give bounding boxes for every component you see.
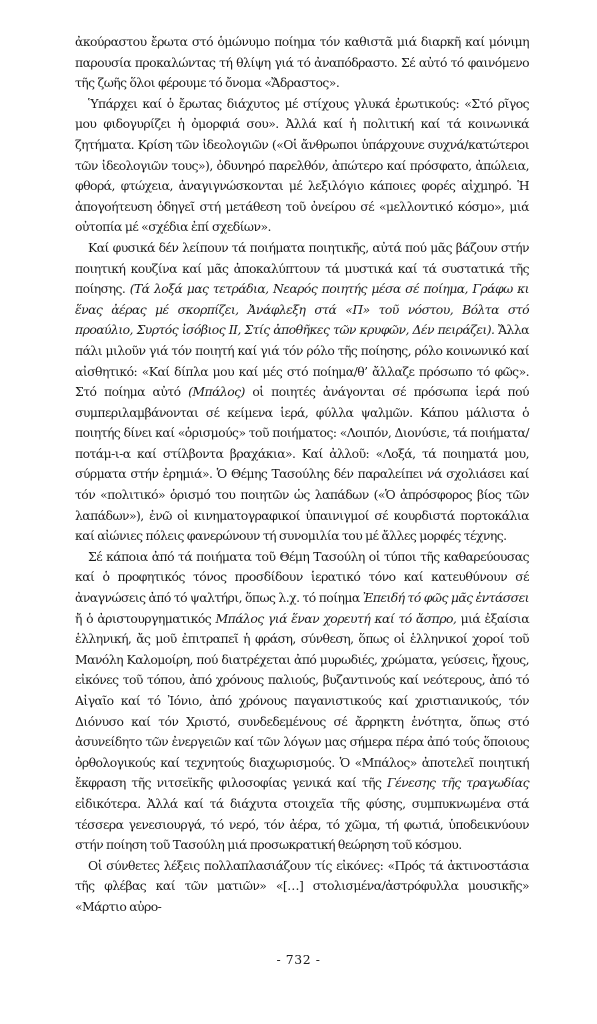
text-run: εἰδικότερα. Ἀλλά καί τά διάχυτα στοιχεῖα τῆς φύσης, συμπυκνωμένα στά τέσσερα γενεσιουργά, τό νερό, τόν ἀέρα, τό χῶμα, τή φωτιά, ὑποδεικνύουν στήν ποίηση τοῦ Τασούλη μιά προσωκρατική θεώρηση τοῦ κόσμου. xyxy=(75,795,529,853)
paragraph-4 xyxy=(75,547,529,856)
text-run: Σέ κάποια ἀπό τά ποιήματα τοῦ Θέμη Τασούλη οἱ τύποι τῆς καθαρεύουσας καί ὁ προφητικός τόνος προσδίδουν ἱερατικό τόνο καί κατευθύνουν σέ ἀναγνώσεις ἀπό τό ψαλτήρι, ὅπως λ.χ. τό ποίημα xyxy=(75,548,529,606)
italic-poem-title: (Μπάλος) xyxy=(188,384,245,400)
text-run: ἀκούραστου ἔρωτα στό ὁμώνυμο ποίημα τόν καθιστᾶ μιά διαρκῆ καί μόνιμη παρουσία προκαλώντας τή θλίψη γιά τό ἀναπόδραστο. Σέ αὐτό τό φαινόμενο τῆς ζωῆς ὅλοι φέρουμε τό ὄνομα «Ἄδραστος». xyxy=(75,34,529,91)
text-run: Ἄλλα πάλι μιλοῦν γιά τόν ποιητή καί γιά τόν ρόλο τῆς ποίησης, ρόλο κοινωνικό καί αἰσθητικό: «Καί δίπλα μου καί μές στό ποίημα/θ’ ἄλλαζε πρόσωπο τό φῶς». Στό ποίημα αὐτό xyxy=(75,322,529,400)
italic-poem-title: Μπάλος γιά ἕναν χορευτή καί τό ἄσπρο, xyxy=(215,610,457,626)
page-body xyxy=(75,32,529,918)
italic-poem-titles: (Τά λοξά μας τετράδια, Νεαρός ποιητής μέσα σέ ποίημα, Γράφω κι ἕνας ἀέρας μέ σκορπίζει, Ἀνάφλεξη στά «Π» τοῦ νόστου, Βόλτα στό προαύλιο, Συρτός ἰσόβιος ΙΙ, Στίς ἀποθῆκες τῶν κρυφῶν, Δέν πειράζει). xyxy=(75,281,529,338)
page-number: - 732 - xyxy=(276,952,321,967)
paragraph-3 xyxy=(75,238,529,547)
text-run: ἤ ὁ ἀριστουργηματικός xyxy=(75,610,216,626)
text-run: μιά ἐξαίσια ἑλληνική, ἄς μοῦ ἐπιτραπεῖ ἡ φράση, σύνθεση, ὅπως οἱ ἑλληνικοί χοροί τοῦ Μανόλη Καλομοίρη, πού διατρέχεται ἀπό μυρωδιές, χρώματα, γεύσεις, ἤχους, εἰκόνες τοῦ τόπου, ἀπό χρόνους παλιούς, βυζαντινούς καί νεότερους, ἀπό τό Αἰγαῖο καί τό Ἰόνιο, ἀπό χρόνους παγανιστικούς καί χριστιανικούς, τόν Διόνυσο καί τόν Χριστό, συνδεδεμένους σέ ἄρρηκτη ἑνότητα, ὅπως στό ἀσυνείδητο τῶν ἐνεργειῶν καί τῶν λόγων μας σήμερα πέρα ἀπό τούς ὅποιους ὀρθολογικούς καί τεχνητούς διαχωρισμούς. Ὁ «Μπάλος» ἀποτελεῖ ποιητική ἔκφραση τῆς νιτσεϊκῆς φιλοσοφίας γενικά καί τῆς xyxy=(75,610,530,791)
text-run: Ὑπάρχει καί ὁ ἔρωτας διάχυτος μέ στίχους γλυκά ἐρωτικούς: «Στό ρῖγος μου φιδογυρίζει ἡ ὀμορφιά σου». Ἀλλά καί ἡ πολιτική καί τά κοινωνικά ζητήματα. Κρίση τῶν ἰδεολογιῶν («Οἱ ἄνθρωποι ὑπάρχουνε συχνά/κατώτεροι τῶν ἰδεολογιῶν τους»), ὀδυνηρό παρελθόν, ἀπώτερο καί πρόσφατο, ἀπώλεια, φθορά, φτώχεια, ἀναγιγνώσκονται μέ λεξιλόγιο κάποιες φορές αἰχμηρό. Ἡ ἀπογοήτευση ὁδηγεῖ στή μετάθεση τοῦ ὀνείρου σέ «μελλοντικό κόσμο», μιά οὐτοπία μέ «σχέδια ἐπί σχεδίων». xyxy=(75,95,529,235)
text-run: Καί φυσικά δέν λείπουν τά ποιήματα ποιητικῆς, αὐτά πού μᾶς βάζουν στήν ποιητική κουζίνα καί μᾶς ἀποκαλύπτουν τά μυστικά καί τά συστατικά τῆς ποίησης. xyxy=(75,239,529,297)
italic-poem-title: Ἐπειδή τό φῶς μᾶς ἐντάσσει xyxy=(362,590,529,606)
italic-book-title: Γένεσης τῆς τραγωδίας xyxy=(387,775,529,791)
text-run: οἱ ποιητές ἀνάγονται σέ πρόσωπα ἱερά πού συμπεριλαμβάνονται σέ κείμενα ἱερά, φύλλα ψαλμῶν. Κάπου μάλιστα ὁ ποιητής δίνει καί «ὁρισμούς» τοῦ ποιήματος: «Λοιπόν, Διονύσιε, τά ποιήματα/ποτάμ-ι-α καί στίλβοντα βραχάκια». Καί ἀλλοῦ: «Λοξά, τά ποιηματά μου, σύρματα στήν ἐρημιά». Ὁ Θέμης Τασούλης δέν παραλείπει νά σχολιάσει καί τόν «πολιτικό» ὁρισμό του ποιητῶν ὡς λαπάδων («Ὁ ἀπρόσφορος βίος τῶν λαπάδων»), ἐνῶ οἱ κινηματογραφικοί ὑπαινιγμοί σέ κουρδιστά πορτοκάλια καί αἰώνιες πόλεις φανερώνουν τή συνομιλία του μέ ἄλλες μορφές τέχνης. xyxy=(75,384,529,544)
paragraph-1 xyxy=(75,32,529,94)
text-run: Οἱ σύνθετες λέξεις πολλαπλασιάζουν τίς εἰκόνες: «Πρός τά ἀκτινοστάσια τῆς φλέβας καί τῶν ματιῶν» «[…] στολισμένα/ἀστρόφυλλα μουσικῆς» «Μάρτιο αὐρο- xyxy=(75,857,529,914)
paragraph-2 xyxy=(75,94,529,238)
paragraph-5 xyxy=(75,856,529,918)
